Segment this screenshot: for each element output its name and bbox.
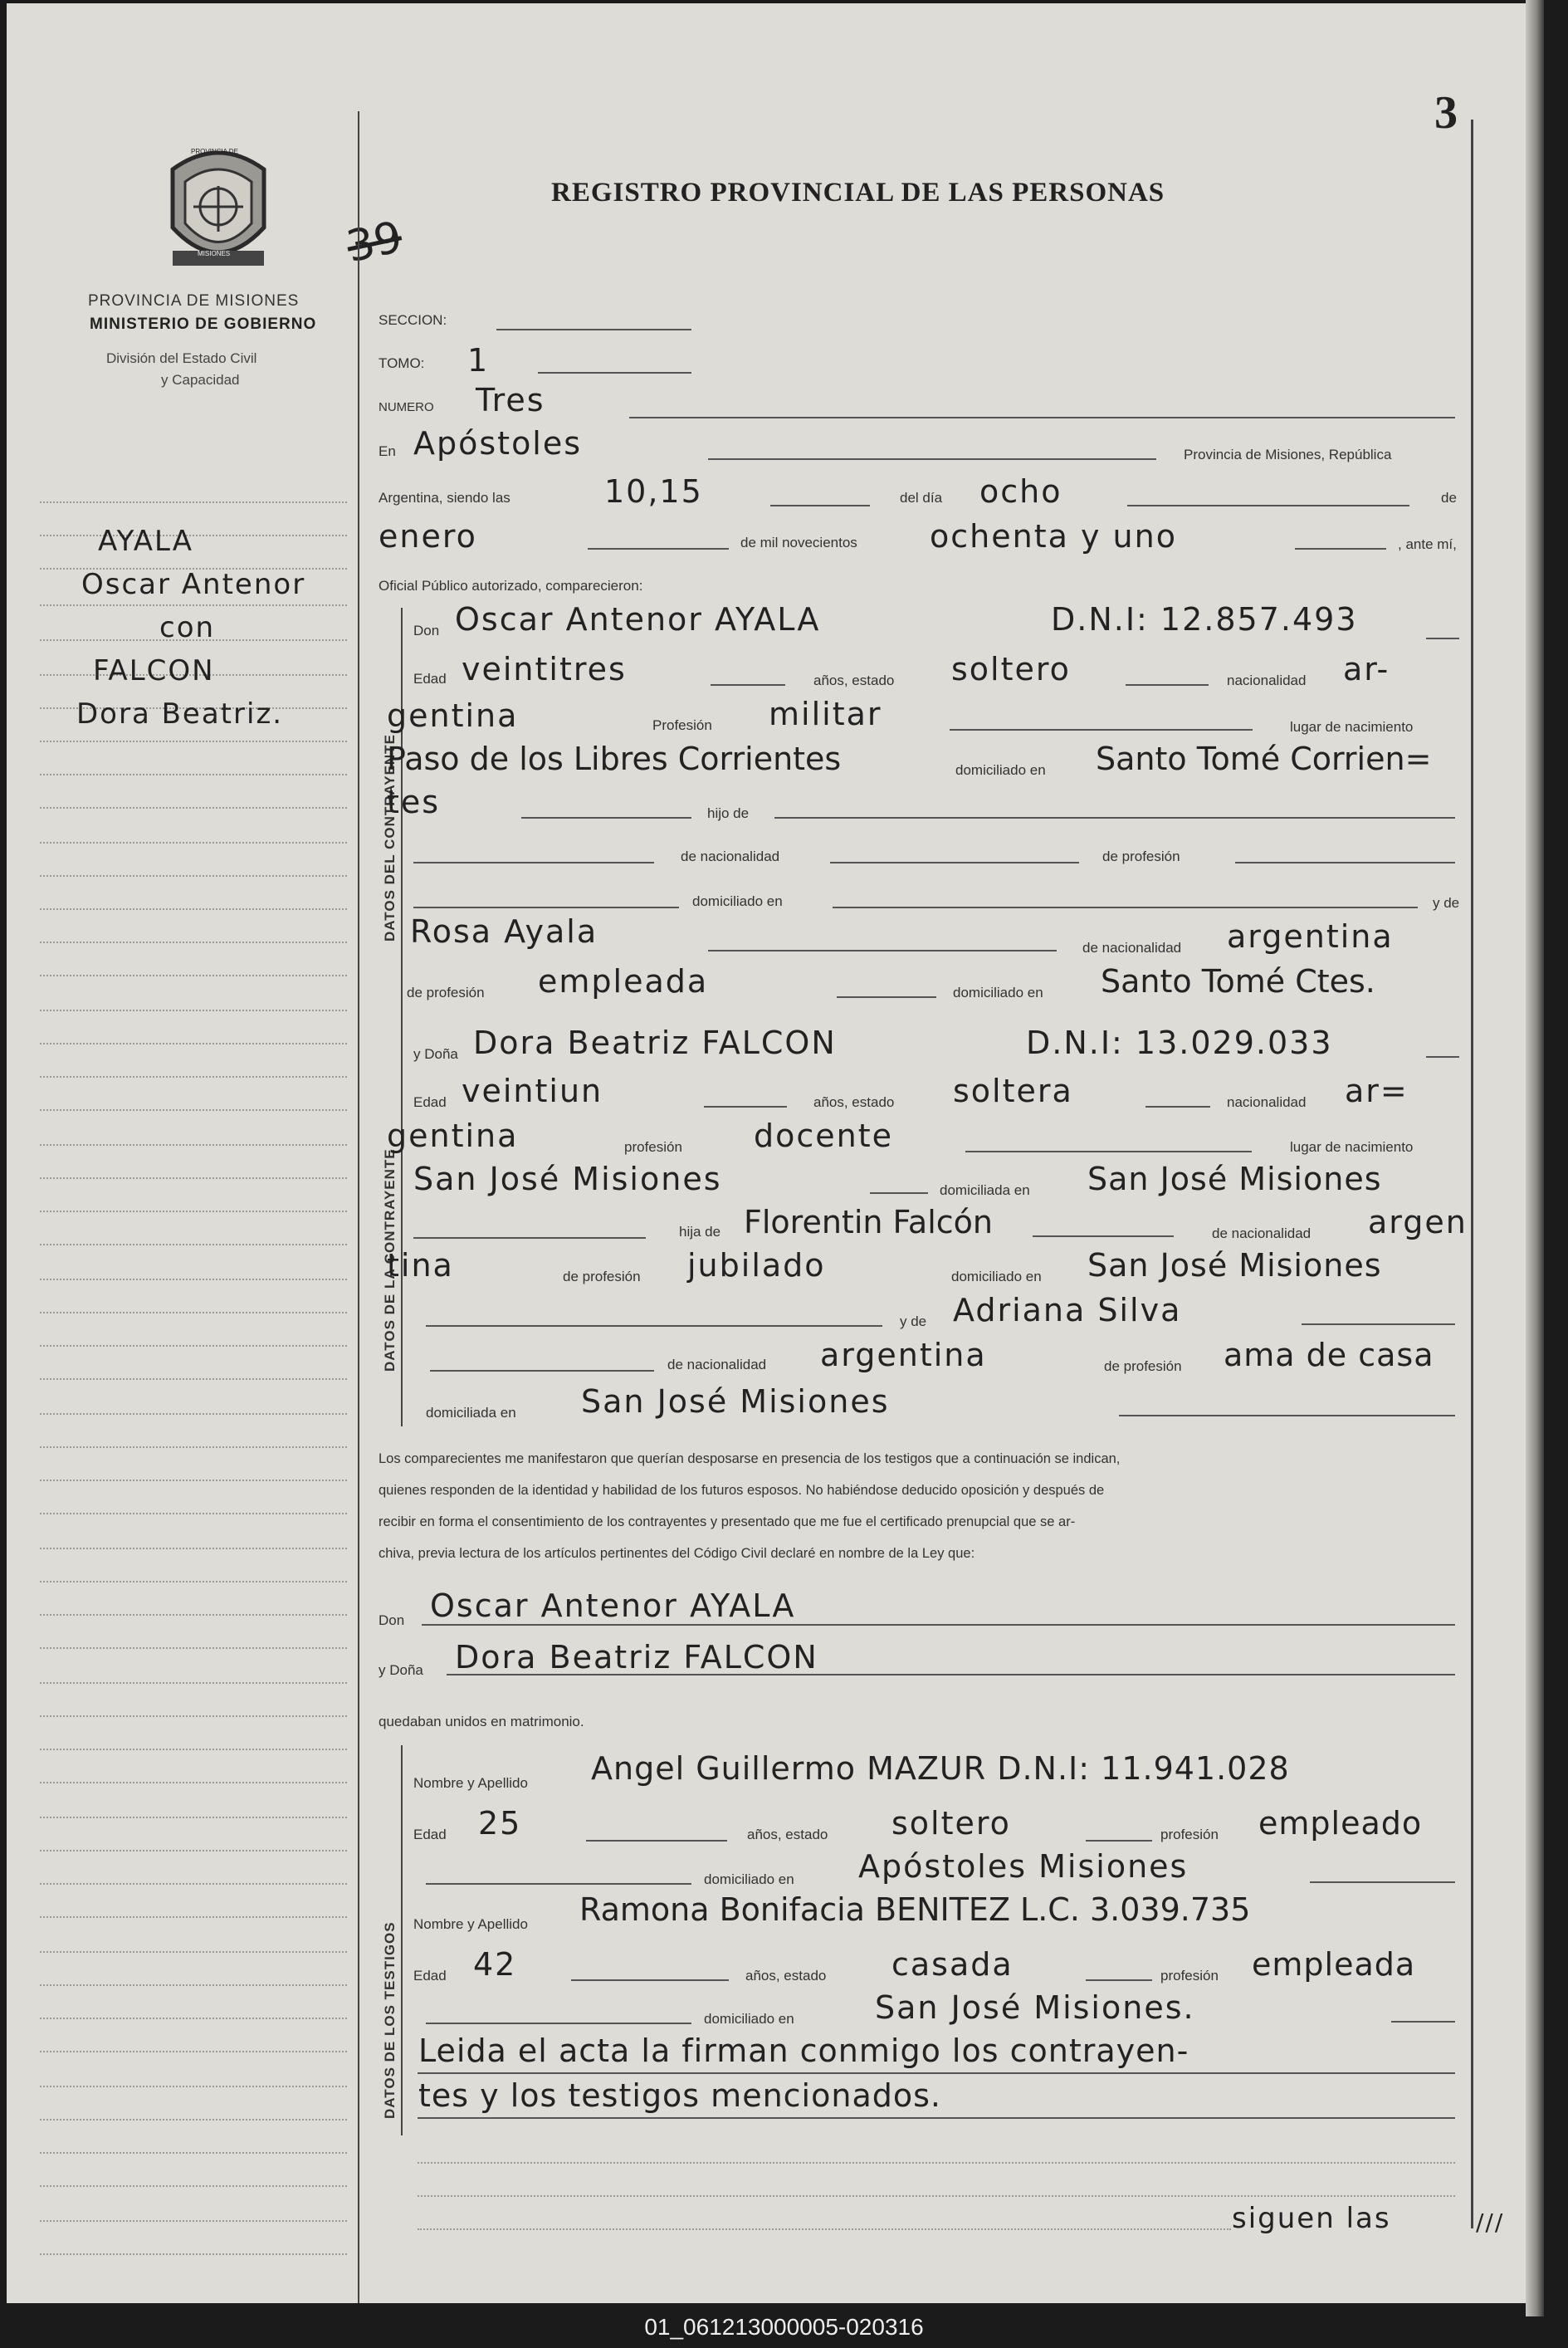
value-w2-age: 42 (473, 1946, 517, 1983)
line-groom-mother (708, 950, 1057, 951)
value-anio: ochenta y uno (930, 518, 1177, 555)
closing-underline-1 (418, 2072, 1455, 2074)
value-bride-mother-nat: argentina (820, 1337, 987, 1373)
value-slashes: /// (1476, 2209, 1505, 2236)
value-groom-dni: D.N.I: 12.857.493 (1051, 601, 1358, 638)
value-decl-bride: Dora Beatriz FALCON (455, 1639, 818, 1675)
label-de-mil: de mil novecientos (740, 535, 857, 550)
margin-note-surname: AYALA (98, 525, 193, 558)
line-dia (1127, 505, 1409, 506)
line-w1-dom (1310, 1881, 1455, 1883)
label-edad-2: Edad (413, 1094, 447, 1110)
line-bride-age (704, 1106, 787, 1108)
seal-text-top: PROVINCIA DE (191, 148, 238, 155)
line-w1-dom-left (426, 1883, 691, 1885)
ministry-name: MINISTERIO DE GOBIERNO (90, 316, 317, 333)
label-de: de (1441, 490, 1457, 506)
line-w2-status (1086, 1979, 1152, 1981)
image-footer-id: 01_061213000005-020316 (644, 2314, 924, 2340)
label-domiciliado-4: domiciliado en (951, 1269, 1042, 1284)
label-en: En (379, 443, 396, 459)
line-groom-dom (521, 817, 691, 819)
witness-section-rule (401, 1745, 403, 2135)
act-number (342, 213, 406, 272)
continuation-dots-2 (418, 2195, 1455, 2197)
form-right-rule (1471, 120, 1473, 2228)
value-bride-nat-2: gentina (387, 1118, 519, 1154)
value-w1-dom: Apóstoles Misiones (858, 1848, 1189, 1885)
line-tomo (538, 372, 691, 374)
label-datos-contrayente-f: DATOS DE LA CONTRAYENTE (382, 1148, 398, 1372)
line-groom-mother-prof (837, 996, 936, 998)
line-bride-name (1426, 1056, 1459, 1058)
label-domiciliado-w2: domiciliado en (704, 2011, 794, 2027)
closing-underline-2 (418, 2117, 1455, 2119)
line-bride-father (1033, 1235, 1174, 1237)
value-dia: ocho (979, 473, 1062, 510)
value-bride-father: Florentin Falcón (744, 1204, 993, 1240)
label-lugar-nac-2: lugar de nacimiento (1290, 1139, 1414, 1155)
label-seccion: SECCION: (379, 312, 447, 328)
line-w1-age (586, 1840, 727, 1842)
margin-note-con: con (159, 611, 216, 644)
line-father-dom (833, 907, 1418, 908)
body-text-line-3: recibir en forma el consentimiento de los contrayentes y presentado que me fue el certificado prenupcial que se ar- (379, 1514, 1076, 1529)
line-lugar (708, 458, 1156, 460)
line-mes (588, 548, 729, 550)
value-hora: 10,15 (604, 473, 703, 510)
label-anos-estado-w2: años, estado (745, 1968, 827, 1984)
line-bride-mother-nat-left (430, 1370, 654, 1372)
label-datos-testigos: DATOS DE LOS TESTIGOS (382, 1921, 398, 2119)
label-del-dia: del día (900, 490, 943, 506)
label-hijo-de: hijo de (707, 805, 750, 821)
label-domiciliado-w1: domiciliado en (704, 1871, 794, 1887)
label-y-dona: y Doña (413, 1046, 458, 1062)
label-ante-mi: , ante mí, (1398, 536, 1457, 552)
division-line-2: y Capacidad (161, 372, 240, 388)
value-tomo: 1 (467, 342, 490, 379)
value-numero: Tres (476, 382, 545, 418)
label-de-profesion: de profesión (1102, 849, 1180, 864)
value-groom-dom-2: tes (387, 784, 441, 820)
value-groom-mother-nat: argentina (1227, 918, 1394, 955)
margin-note-firstname: Oscar Antenor (81, 568, 306, 601)
label-domiciliada-2: domiciliada en (426, 1405, 516, 1421)
line-bride-birth (870, 1192, 928, 1194)
value-bride-dni: D.N.I: 13.029.033 (1026, 1025, 1333, 1061)
value-bride-status: soltera (953, 1073, 1073, 1109)
line-father-prof (1235, 862, 1455, 863)
value-bride-mother-dom: San José Misiones (581, 1383, 890, 1420)
continuation-dots (418, 2162, 1455, 2164)
value-groom-mother-prof: empleada (538, 963, 709, 1000)
continuation-dots-3 (418, 2228, 1231, 2230)
label-profesion-2: profesión (624, 1139, 682, 1155)
value-w2-dom: San José Misiones. (875, 1989, 1195, 2026)
label-de-nacionalidad: de nacionalidad (681, 849, 780, 864)
label-hija-de: hija de (679, 1224, 721, 1240)
value-bride-mother: Adriana Silva (953, 1292, 1182, 1328)
closing-line-2: tes y los testigos mencionados. (418, 2077, 941, 2114)
book-spine (1526, 0, 1544, 2316)
label-anos-estado: años, estado (813, 673, 895, 688)
value-bride-birth: San José Misiones (413, 1161, 722, 1197)
line-groom-status (1126, 684, 1209, 686)
value-siguen: siguen las (1232, 2202, 1391, 2235)
label-domiciliada: domiciliada en (940, 1182, 1030, 1198)
page-title: REGISTRO PROVINCIAL DE LAS PERSONAS (551, 178, 1165, 208)
line-anio (1295, 548, 1386, 550)
division-line-1: División del Estado Civil (106, 350, 257, 366)
value-w2-prof: empleada (1252, 1946, 1416, 1983)
label-profesion-w2: profesión (1160, 1968, 1219, 1984)
line-groom-age (711, 684, 785, 686)
value-w2-name: Ramona Bonifacia BENITEZ L.C. 3.039.735 (579, 1891, 1251, 1928)
label-de-profesion-4: de profesión (1104, 1358, 1182, 1374)
line-bride-father-left (413, 1237, 646, 1239)
closing-line-1: Leida el acta la firman conmigo los contrayen- (418, 2032, 1189, 2069)
value-groom-mother-dom: Santo Tomé Ctes. (1101, 963, 1375, 1000)
line-decl-groom (422, 1624, 1455, 1626)
value-w1-name: Angel Guillermo MAZUR D.N.I: 11.941.028 (591, 1750, 1290, 1787)
line-father-name (413, 862, 654, 863)
line-numero (629, 417, 1455, 418)
line-bride-mother-left (426, 1325, 882, 1327)
body-text-line-1: Los comparecientes me manifestaron que querían desposarse en presencia de los testigos que a continuación se indican, (379, 1451, 1121, 1466)
value-bride-name: Dora Beatriz FALCON (473, 1025, 837, 1061)
label-lugar-nac: lugar de nacimiento (1290, 719, 1414, 735)
value-bride-father-nat-2: tina (387, 1247, 454, 1284)
value-groom-nat-1: ar- (1343, 651, 1390, 687)
value-bride-nat-1: ar= (1345, 1073, 1409, 1109)
line-w2-age (571, 1979, 729, 1981)
line-w2-dom-left (426, 2023, 691, 2024)
value-w1-age: 25 (478, 1805, 522, 1842)
line-bride-mother (1302, 1323, 1455, 1325)
label-don-decl: Don (379, 1612, 405, 1628)
value-bride-father-prof: jubilado (687, 1247, 826, 1284)
line-father-nat (830, 862, 1079, 863)
label-edad: Edad (413, 671, 447, 687)
label-oficial: Oficial Público autorizado, comparecieron: (379, 578, 643, 594)
value-groom-mother: Rosa Ayala (410, 913, 598, 950)
body-text-line-4: chiva, previa lectura de los artículos pertinentes del Código Civil declaré en nombre de la Ley que: (379, 1546, 975, 1561)
label-anos-estado-2: años, estado (813, 1094, 895, 1110)
body-text-line-2: quienes responden de la identidad y habilidad de los futuros esposos. No habiéndose deducido oposición y después de (379, 1483, 1105, 1498)
label-argentina: Argentina, siendo las (379, 490, 510, 506)
label-edad-w2: Edad (413, 1968, 447, 1984)
value-groom-age: veintitres (462, 651, 627, 687)
label-de-nacionalidad-2: de nacionalidad (1082, 940, 1182, 956)
label-provincia: Provincia de Misiones, República (1184, 447, 1392, 462)
line-decl-bride (447, 1674, 1455, 1675)
label-nombre-apellido: Nombre y Apellido (413, 1775, 528, 1791)
value-groom-status: soltero (951, 651, 1071, 687)
label-nacionalidad: nacionalidad (1227, 673, 1307, 688)
label-nacionalidad-2: nacionalidad (1227, 1094, 1307, 1110)
page-number: 3 (1434, 87, 1458, 139)
value-groom-nat-2: gentina (387, 697, 519, 734)
label-tomo: TOMO: (379, 355, 425, 371)
value-w1-status: soltero (891, 1805, 1011, 1842)
line-bride-prof (965, 1151, 1252, 1152)
label-nombre-apellido-w2: Nombre y Apellido (413, 1916, 528, 1932)
value-mes: enero (379, 518, 477, 555)
value-bride-prof: docente (754, 1118, 894, 1154)
line-hora (770, 505, 870, 506)
line-groom-name (1426, 638, 1459, 639)
value-groom-birth: Paso de los Libres Corrientes (387, 741, 842, 777)
label-profesion-w1: profesión (1160, 1827, 1219, 1842)
label-edad-w1: Edad (413, 1827, 447, 1842)
value-bride-father-nat-1: argen (1368, 1204, 1468, 1240)
line-seccion (496, 329, 691, 330)
label-domiciliado-2: domiciliado en (692, 893, 783, 909)
line-w1-status (1086, 1840, 1152, 1842)
margin-note-firstname-2: Dora Beatriz. (76, 697, 284, 731)
value-groom-dom-1: Santo Tomé Corrien= (1096, 741, 1432, 777)
value-bride-age: veintiun (462, 1073, 603, 1109)
line-father-dom-left (413, 907, 679, 908)
form-left-rule (358, 111, 359, 2303)
label-de-nacionalidad-4: de nacionalidad (667, 1357, 767, 1372)
value-w2-status: casada (891, 1946, 1014, 1983)
bride-section-rule (401, 1028, 403, 1426)
value-groom-prof: militar (769, 696, 882, 732)
label-profesion: Profesión (652, 717, 712, 733)
label-y-de: y de (1433, 895, 1460, 911)
label-domiciliado-3: domiciliado en (953, 985, 1043, 1000)
label-don: Don (413, 623, 440, 638)
label-de-profesion-3: de profesión (563, 1269, 641, 1284)
line-w2-dom (1391, 2021, 1455, 2023)
value-w1-prof: empleado (1258, 1805, 1423, 1842)
value-bride-father-dom: San José Misiones (1087, 1247, 1382, 1284)
label-numero: NUMERO (379, 400, 434, 414)
seal-text-bottom: MISIONES (198, 250, 231, 257)
line-groom-prof (950, 729, 1253, 731)
act-number-value: 39 (342, 212, 407, 273)
document-page (7, 3, 1541, 2303)
value-bride-mother-prof: ama de casa (1224, 1337, 1434, 1373)
label-de-nacionalidad-3: de nacionalidad (1212, 1225, 1312, 1241)
label-y-dona-decl: y Doña (379, 1662, 423, 1678)
province-name: PROVINCIA DE MISIONES (88, 292, 300, 310)
label-y-de-2: y de (900, 1313, 927, 1329)
value-decl-groom: Oscar Antenor AYALA (430, 1587, 796, 1624)
line-hijo-de (774, 817, 1455, 819)
label-de-profesion-2: de profesión (407, 985, 485, 1000)
label-datos-contrayente: DATOS DEL CONTRAYENTE (382, 734, 398, 942)
value-lugar: Apóstoles (413, 425, 583, 462)
label-quedaban: quedaban unidos en matrimonio. (379, 1714, 584, 1729)
value-bride-dom: San José Misiones (1087, 1161, 1382, 1197)
line-bride-status (1145, 1106, 1210, 1108)
label-anos-estado-w1: años, estado (747, 1827, 828, 1842)
line-bride-mother-dom (1119, 1415, 1455, 1416)
label-domiciliado: domiciliado en (955, 762, 1046, 778)
margin-note-surname-2: FALCON (93, 654, 215, 687)
value-groom-name: Oscar Antenor AYALA (455, 601, 821, 638)
